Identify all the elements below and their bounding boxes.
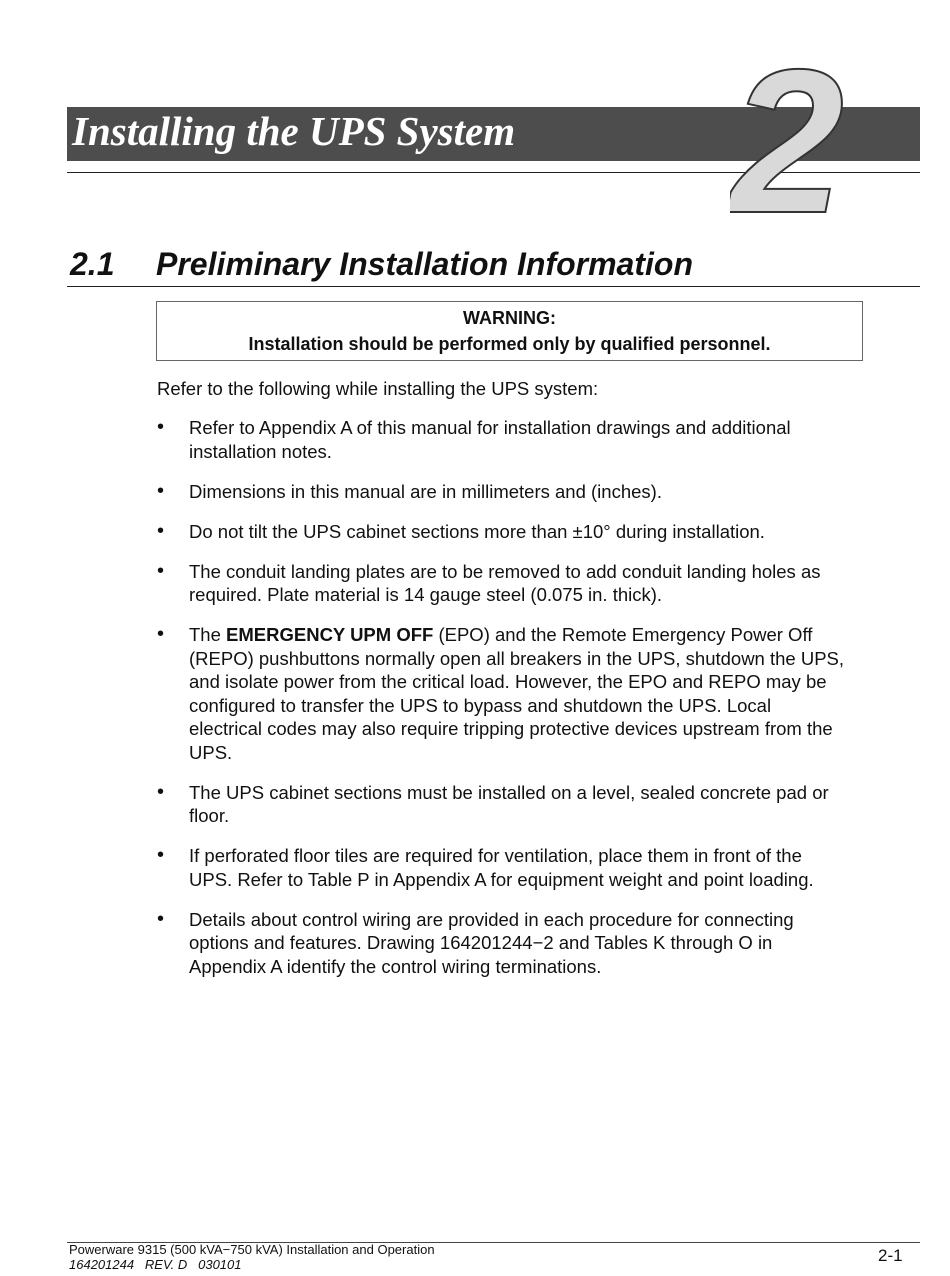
bullet-icon: • — [157, 780, 165, 803]
list-item — [157, 416, 902, 463]
list-item — [157, 844, 902, 891]
section-number: 2.1 — [70, 246, 115, 282]
list-item-text: (REPO) pushbuttons normally open all breakers in the UPS, shutdown the UPS, — [189, 647, 845, 669]
list-item-text: Do not tilt the UPS cabinet sections more than ±10° during installation. — [189, 520, 765, 542]
section-heading — [70, 244, 693, 284]
list-item-text: The UPS cabinet sections must be installed on a level, sealed concrete pad or — [189, 781, 829, 803]
bullet-icon: • — [157, 844, 165, 866]
list-item-text: Dimensions in this manual are in millimeters and (inches). — [189, 480, 662, 502]
warning-label: WARNING: — [463, 308, 556, 328]
text-run: (EPO) and the Remote Emergency Power Off — [433, 624, 813, 645]
list-item-text: Refer to Appendix A of this manual for installation drawings and additional — [189, 417, 791, 438]
list-item-text: floor. — [189, 805, 230, 826]
warning-text: Installation should be performed only by qualified personnel. — [248, 334, 771, 354]
list-item — [157, 781, 902, 828]
list-item — [157, 480, 902, 504]
page-number: 2-1 — [878, 1246, 903, 1265]
list-item-text: Appendix A identify the control wiring terminations. — [189, 955, 602, 977]
bullet-icon: • — [157, 416, 165, 438]
list-item-text — [189, 623, 902, 647]
list-item — [157, 520, 902, 544]
list-item-text: If perforated floor tiles are required for ventilation, place them in front of the — [189, 845, 802, 866]
instruction-list — [157, 416, 902, 995]
intro-text: Refer to the following while installing the UPS system: — [157, 378, 599, 399]
chapter-number — [730, 40, 900, 220]
chapter-number-text: 2 — [730, 40, 845, 220]
list-item-text: UPS. Refer to Table P in Appendix A for equipment weight and point loading. — [189, 868, 814, 890]
footer-product: Powerware 9315 (500 kVA−750 kVA) Installation and Operation — [69, 1242, 435, 1257]
list-item-text: configured to transfer the UPS to bypass and shutdown the UPS. Local — [189, 694, 772, 716]
list-item-text: Details about control wiring are provided in each procedure for connecting — [189, 908, 794, 930]
list-item-text: options and features. Drawing 164201244−2 and Tables K through O in — [189, 932, 773, 953]
chapter-title: Installing the UPS System — [72, 108, 516, 154]
warning-box — [156, 301, 863, 361]
bullet-icon: • — [157, 559, 165, 582]
list-item-text: electrical codes may also require tripping protective devices upstream from the — [189, 718, 833, 739]
list-item-text: installation notes. — [189, 440, 332, 462]
bullet-icon: • — [157, 623, 165, 645]
bullet-icon: • — [157, 479, 165, 502]
list-item-text: required. Plate material is 14 gauge steel (0.075 in. thick). — [189, 584, 663, 605]
bullet-icon: • — [157, 519, 165, 542]
section-title: Preliminary Installation Information — [156, 246, 693, 282]
text-run: The — [189, 624, 227, 645]
bullet-icon: • — [157, 907, 165, 930]
list-item — [157, 908, 902, 979]
list-item — [157, 623, 902, 764]
footer-info — [69, 1243, 435, 1272]
emergency-upm-off-label: EMERGENCY UPM OFF — [226, 624, 434, 645]
list-item-text: and isolate power from the critical load. However, the EPO and REPO may be — [189, 671, 827, 692]
list-item — [157, 560, 902, 607]
section-divider — [67, 286, 920, 287]
list-item-text: The conduit landing plates are to be removed to add conduit landing holes as — [189, 560, 821, 582]
footer-doc-code: 164201244 REV. D 030101 — [69, 1256, 242, 1272]
list-item-text: UPS. — [189, 741, 233, 763]
